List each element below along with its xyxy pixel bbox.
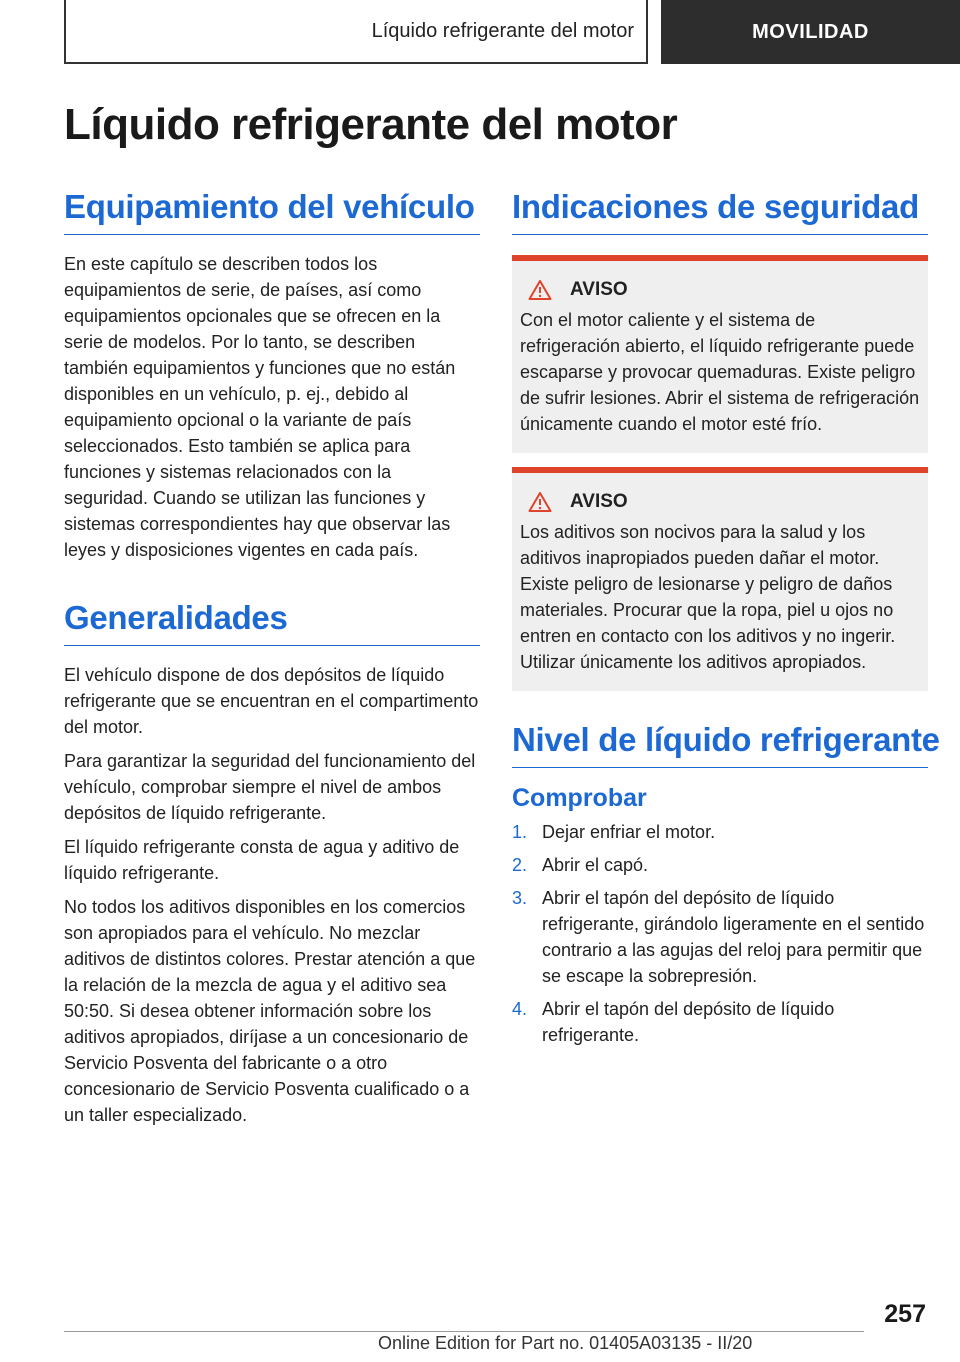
- step-text: Abrir el tapón del depósito de líquido refrigerante.: [542, 999, 835, 1045]
- generalidades-paragraph: El líquido refrigerante consta de agua y aditivo de líquido refrigerante.: [64, 837, 460, 883]
- page-title: Líquido refrigerante del motor: [64, 100, 678, 149]
- footer-divider: [64, 1331, 864, 1332]
- right-column: [512, 188, 940, 1055]
- chapter-tab: [661, 0, 960, 64]
- warning-triangle-icon: [520, 279, 560, 301]
- section-heading-seguridad: Indicaciones de seguridad: [512, 188, 928, 235]
- warning-title: AVISO: [570, 279, 628, 300]
- subheading-comprobar: Comprobar: [512, 784, 647, 812]
- warning-text: Con el motor caliente y el sistema de refrigeración abierto, el líquido refrigerante puede escaparse y provocar quemaduras. Existe peligro de sufrir lesiones. Abrir el sistema de refrigeración únicamente cuando el motor esté frío.: [520, 310, 920, 434]
- generalidades-paragraph: No todos los aditivos disponibles en los comercios son apropiados para el vehículo. No mezclar aditivos de distintos colores. Prestar atención a que la relación de la mezcla de agua y el aditivo sea 50:50. Si desea obtener información sobre los aditivos apropiados, diríjase a un concesionario de Servicio Posventa del fabricante o a otro concesionario de Servicio Posventa cualificado o a un taller especializado.: [64, 897, 476, 1125]
- step-number: 4.: [512, 999, 528, 1019]
- section-heading-equipamiento: Equipamiento del vehículo: [64, 188, 480, 235]
- footer-edition: Online Edition for Part no. 01405A03135 - II/20: [378, 1333, 753, 1353]
- warning-box: [512, 467, 928, 691]
- warning-text: Los aditivos son nocivos para la salud y los aditivos inapropiados pueden dañar el motor. Existe peligro de lesionarse y peligro de daños materiales. Procurar que la ropa, piel u ojos no entren en contacto con los aditivos y no ingerir. Utilizar únicamente los aditivos apropiados.: [520, 522, 896, 672]
- warning-triangle-icon: [520, 491, 560, 513]
- section-heading-generalidades: Generalidades: [64, 599, 480, 646]
- step-number: 1.: [512, 822, 528, 842]
- running-header-title: Líquido refrigerante del motor: [371, 19, 634, 42]
- list-item: [512, 996, 928, 1048]
- list-item: [512, 885, 928, 989]
- step-number: 3.: [512, 888, 528, 908]
- list-item: [512, 819, 928, 845]
- steps-list: [512, 819, 928, 1048]
- equipamiento-paragraph: En este capítulo se describen todos los equipamientos de serie, de países, así como equipamientos opcionales que se ofrecen en la serie de modelos. Por lo tanto, se describen también equipamientos y funciones que no están disponibles en un vehículo, p. ej., debido al equipamiento opcional o la variante de país seleccionados. Esto también se aplica para funciones y sistemas relacionados con la seguridad. Cuando se utilizan las funciones y sistemas correspondientes hay que observar las leyes y disposiciones vigentes en cada país.: [64, 254, 456, 560]
- generalidades-paragraph: El vehículo dispone de dos depósitos de líquido refrigerante que se encuentran en el compartimento del motor.: [64, 665, 479, 737]
- generalidades-paragraph: Para garantizar la seguridad del funcionamiento del vehículo, comprobar siempre el nivel de ambos depósitos de líquido refrigerante.: [64, 751, 476, 823]
- step-text: Dejar enfriar el motor.: [542, 822, 716, 842]
- running-header-section: [64, 0, 648, 64]
- step-text: Abrir el tapón del depósito de líquido refrigerante, girándolo ligeramente en el sentido contrario a las agujas del reloj para permitir que se escape la sobrepresión.: [542, 888, 925, 986]
- left-column: [64, 188, 480, 1136]
- section-heading-nivel: Nivel de líquido refrigerante: [512, 721, 928, 768]
- step-text: Abrir el capó.: [542, 855, 649, 875]
- warning-title: AVISO: [570, 491, 628, 512]
- step-number: 2.: [512, 855, 528, 875]
- warning-box: [512, 255, 928, 453]
- page-number: 257: [884, 1300, 926, 1328]
- list-item: [512, 852, 928, 878]
- chapter-tab-label: MOVILIDAD: [752, 20, 869, 43]
